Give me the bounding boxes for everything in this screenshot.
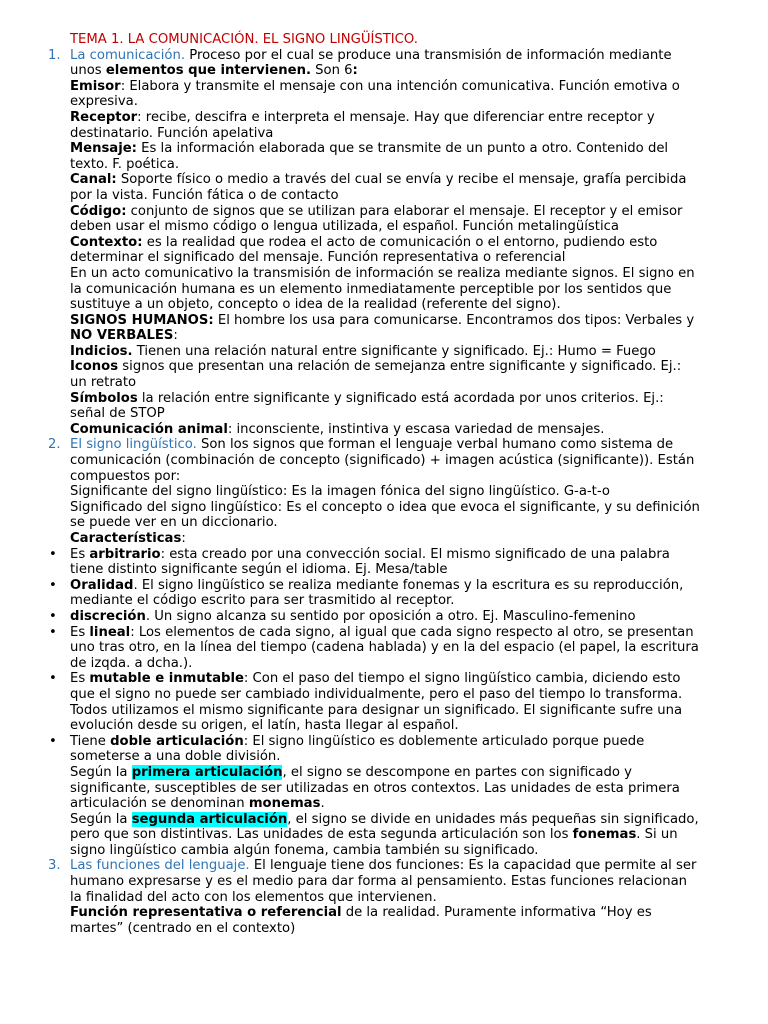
- bullet-term: lineal: [89, 624, 131, 640]
- bullet-doble-articulacion: [0, 734, 768, 859]
- bullet-text: [70, 671, 702, 733]
- element-contexto: [70, 235, 702, 266]
- bullet-oralidad: [0, 578, 768, 609]
- bullet-body: . Un signo alcanza su sentido por oposición a otro. Ej. Masculino-femenino: [145, 608, 636, 624]
- element-emisor: [70, 79, 702, 110]
- articulacion-end: . Si un signo lingüístico cambia algún fonema, cambia también su significado.: [70, 827, 678, 858]
- section-intro: [70, 858, 702, 905]
- intro-text: Son los signos que forman el lenguaje verbal humano como sistema de comunicación (combinación de concepto (significado) + imagen acústica (significante)). Están compuestos por:: [70, 437, 695, 484]
- highlight-primera: primera articulación: [131, 764, 283, 780]
- bullet-discrecion: [0, 609, 768, 625]
- element-mensaje: [70, 141, 702, 172]
- element-text: : Elabora y transmite el mensaje con una intención comunicativa. Función emotiva o expresiva.: [70, 78, 680, 110]
- caract-label: Características: [70, 531, 182, 546]
- section-heading: La comunicación.: [70, 47, 186, 63]
- comunicacion-animal: [70, 422, 702, 438]
- element-term: Código:: [70, 203, 127, 219]
- bullet-term: discreción: [70, 608, 146, 624]
- signos-text: El hombre los usa para comunicarse. Encontramos dos tipos: Verbales y: [213, 312, 695, 328]
- intro-bold: elementos que intervienen.: [105, 63, 311, 79]
- bullet-icon: •: [49, 546, 57, 562]
- bullet-body: : esta creado por una convección social. El mismo significado de una palabra tiene distinto significante según el idioma. Ej. Mesa/table: [70, 546, 670, 578]
- section-intro: [70, 48, 702, 79]
- iconos: [70, 359, 702, 390]
- paragraph-signo: En un acto comunicativo la transmisión de información se realiza mediante signos. El signo en la comunicación humana es un elemento inmediatamente perceptible por los sentidos que sustituye a un objeto, concepto o idea de la realidad (referente del signo).: [70, 265, 695, 313]
- significado: Significado del signo lingüístico: Es el concepto o idea que evoca el significante, y su definición se puede ver en un diccionario.: [70, 499, 700, 531]
- element-codigo: [70, 204, 702, 235]
- element-term: Emisor: [70, 78, 121, 94]
- indicios-term: Indicios.: [70, 343, 133, 359]
- bullet-icon: •: [49, 624, 57, 640]
- signos-term: SIGNOS HUMANOS:: [70, 312, 214, 328]
- indicios: [70, 344, 702, 360]
- element-term: Contexto:: [70, 234, 143, 250]
- caract-colon: :: [181, 531, 186, 546]
- bullet-mutable: [0, 671, 768, 733]
- document-page: [0, 32, 768, 936]
- bullet-text: [70, 578, 702, 609]
- bullet-term: Oralidad: [70, 577, 134, 593]
- section-number: 3.: [48, 858, 61, 874]
- articulacion-body: , el signo se descompone en partes con significado y significante, susceptibles de ser utilizadas en otros contextos. Las unidades de esta primera articulación se denominan: [70, 764, 680, 812]
- articulacion-lead: Según la: [70, 764, 132, 780]
- bullet-text: [70, 625, 702, 672]
- articulacion-end: .: [320, 796, 325, 812]
- bullet-lead: Tiene: [70, 733, 111, 749]
- simbolos-term: Símbolos: [70, 390, 138, 406]
- bullet-body: : Con el paso del tiempo el signo lingüístico cambia, diciendo esto que el signo no puede ser cambiado individualmente, pero el paso del tiempo lo transforma. Todos utilizamos el mismo significante para designar un significado. El significante sufre una evolución desde su origen, el latín, hasta llegar al español.: [70, 671, 683, 734]
- intro-colon: :: [352, 63, 358, 79]
- signos-humanos: [70, 313, 702, 344]
- bullet-body: : El signo lingüístico es doblemente articulado porque puede someterse a una doble división.: [70, 733, 645, 765]
- section-funciones-lenguaje: [0, 858, 768, 936]
- articulacion-body: , el signo se divide en unidades más pequeñas sin significado, pero que son distintivas. Las unidades de esta segunda articulación son los: [70, 811, 699, 843]
- bullet-icon: •: [49, 608, 57, 624]
- section-number: 1.: [48, 47, 61, 63]
- animal-text: : inconsciente, instintiva y escasa variedad de mensajes.: [227, 421, 605, 437]
- caracteristicas-heading: [70, 531, 702, 547]
- intro-text: El lenguaje tiene dos funciones: Es la capacidad que permite al ser humano expresarse y es el medio para dar forma al pensamiento. Estas funciones relacionan la finalidad del acto con los elementos que intervienen.: [70, 858, 697, 905]
- monemas-term: monemas: [248, 796, 321, 812]
- iconos-text: signos que presentan una relación de semejanza entre significante y significado. Ej.: un retrato: [70, 359, 682, 391]
- element-text: : recibe, descifra e interpreta el mensaje. Hay que diferenciar entre receptor y destinatario. Función apelativa: [70, 109, 655, 141]
- element-term: Receptor: [70, 109, 138, 125]
- simbolos-text: la relación entre significante y significado está acordada por unos criterios. Ej.: señal de STOP: [70, 390, 664, 422]
- element-canal: [70, 172, 702, 203]
- bullet-lead: Es: [70, 624, 90, 640]
- animal-term: Comunicación animal: [70, 421, 228, 437]
- articulacion-lead: Según la: [70, 811, 132, 827]
- element-text: conjunto de signos que se utilizan para elaborar el mensaje. El receptor y el emisor deben usar el mismo código o lengua utilizada, el español. Función metalingüística: [70, 203, 683, 235]
- element-text: es la realidad que rodea el acto de comunicación o el entorno, pudiendo esto determinar el significado del mensaje. Función representativa o referencial: [70, 234, 658, 266]
- bullet-text: [70, 609, 702, 625]
- funcion-term: Función representativa o referencial: [70, 905, 342, 921]
- bullet-term: mutable e inmutable: [89, 671, 244, 687]
- bullet-term: arbitrario: [89, 546, 161, 562]
- bullet-icon: •: [49, 671, 57, 687]
- indicios-text: Tienen una relación natural entre significante y significado. Ej.: Humo = Fuego: [132, 343, 656, 359]
- bullet-body: : Los elementos de cada signo, al igual que cada signo respecto al otro, se presentan uno tras otro, en la línea del tiempo (cadena hablada) y en la del espacio (el papel, la escritura de izqda. a dcha.).: [70, 624, 699, 671]
- bullet-lineal: [0, 625, 768, 672]
- bullet-text: [70, 547, 702, 578]
- funcion-text: de la realidad. Puramente informativa “Hoy es martes” (centrado en el contexto): [70, 905, 652, 936]
- bullet-lead: Es: [70, 546, 90, 562]
- section-intro: [70, 437, 702, 484]
- significante: Significante del signo lingüístico: Es la imagen fónica del signo lingüístico. G-a-t-o: [70, 484, 610, 500]
- document-title: TEMA 1. LA COMUNICACIÓN. EL SIGNO LINGÜÍSTICO.: [70, 32, 418, 47]
- bullet-icon: •: [49, 733, 57, 749]
- bullet-lead: Es: [70, 671, 90, 687]
- section-comunicacion: [0, 48, 768, 438]
- signos-colon: :: [173, 328, 178, 344]
- element-text: Es la información elaborada que se transmite de un punto a otro. Contenido del texto. F. poética.: [70, 141, 669, 172]
- bullet-icon: •: [49, 577, 57, 593]
- signos-no-verbales: NO VERBALES: [70, 328, 174, 344]
- section-number: 2.: [48, 437, 61, 453]
- intro-text: Son 6: [310, 63, 353, 79]
- iconos-term: Iconos: [70, 359, 119, 375]
- primera-articulacion: [70, 765, 702, 812]
- bullet-text: [70, 734, 702, 765]
- element-term: Mensaje:: [70, 141, 137, 157]
- funcion-representativa: [70, 905, 702, 936]
- element-text: Soporte físico o medio a través del cual se envía y recibe el mensaje, grafía percibida por la vista. Función fática o de contacto: [70, 172, 687, 203]
- section-heading: Las funciones del lenguaje.: [70, 858, 250, 874]
- section-heading: El signo lingüístico.: [70, 437, 197, 453]
- segunda-articulacion: [70, 812, 702, 859]
- bullet-body: . El signo lingüístico se realiza mediante fonemas y la escritura es su reproducción, mediante el código escrito para ser trasmitido al receptor.: [70, 577, 684, 609]
- intro-text: Proceso por el cual se produce una transmisión de información mediante unos: [70, 47, 672, 79]
- element-receptor: [70, 110, 702, 141]
- fonemas-term: fonemas: [572, 827, 637, 843]
- bullet-arbitrario: [0, 547, 768, 578]
- simbolos: [70, 391, 702, 422]
- element-term: Canal:: [70, 172, 117, 188]
- bullet-term: doble articulación: [110, 733, 244, 749]
- highlight-segunda: segunda articulación: [131, 811, 288, 827]
- section-signo-linguistico: [0, 437, 768, 546]
